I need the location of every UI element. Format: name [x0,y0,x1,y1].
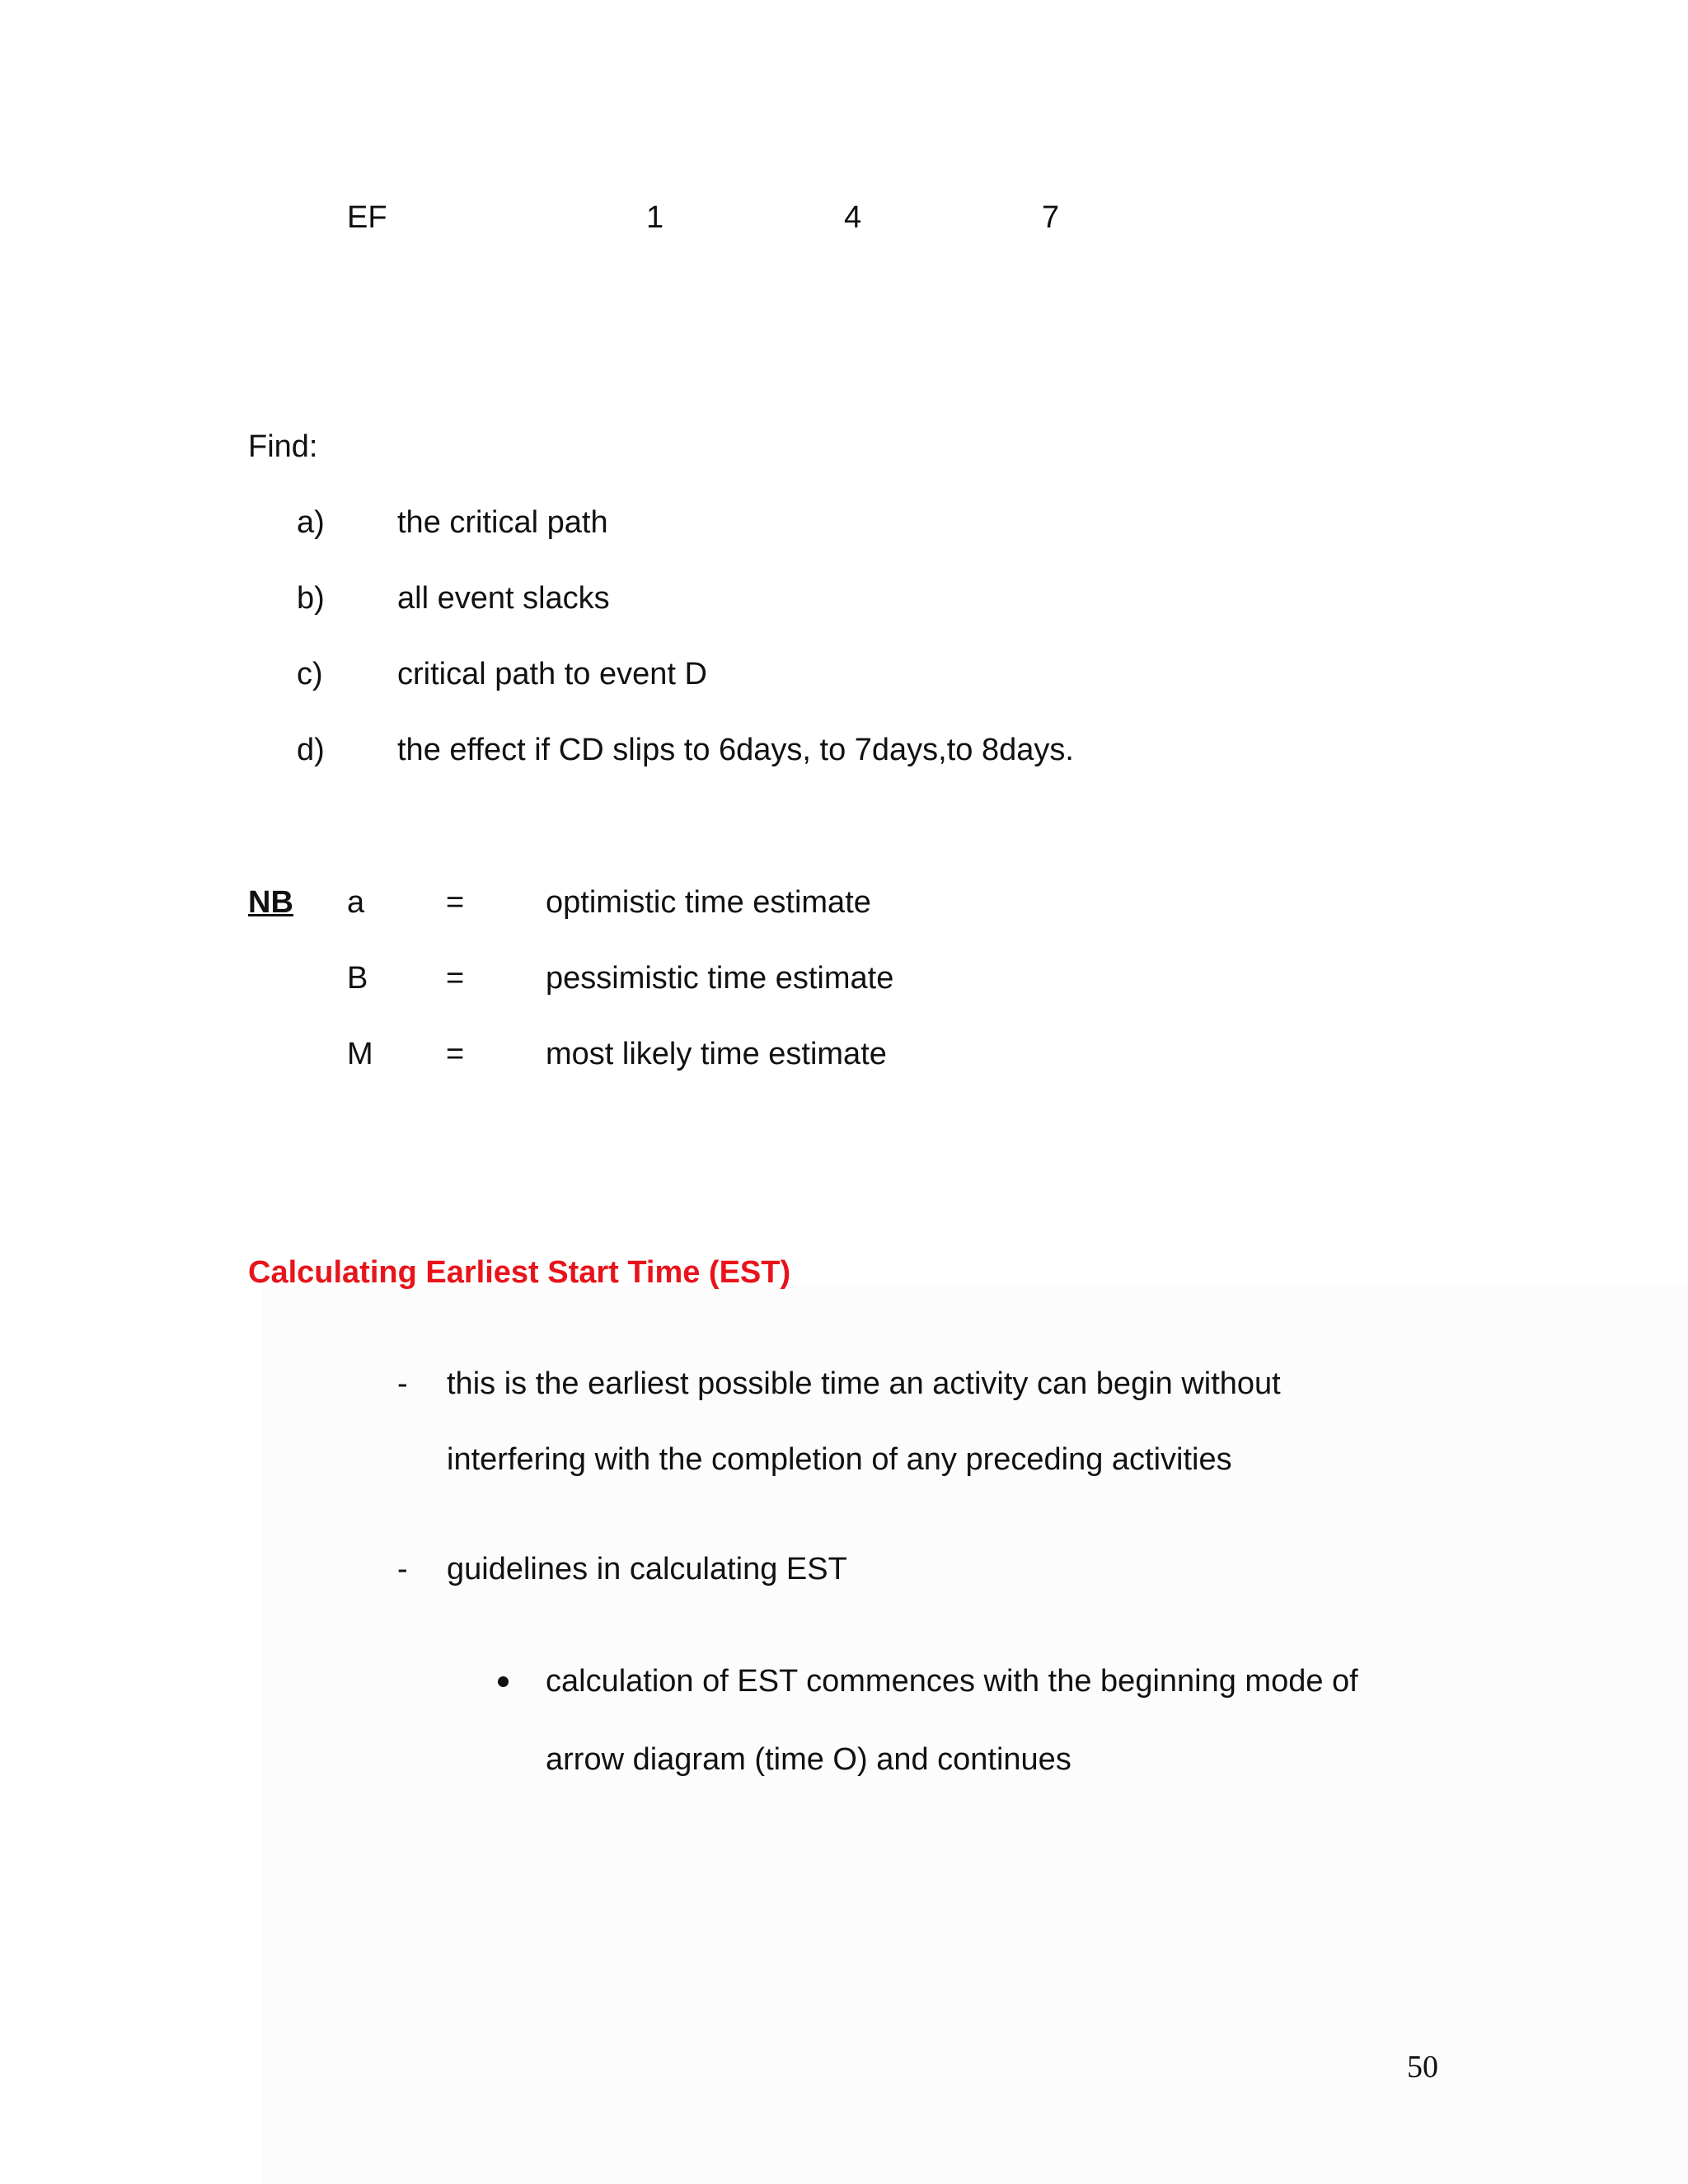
dash-marker-1: - [397,1366,408,1401]
bullet-item-line2: arrow diagram (time O) and continues [546,1742,1071,1777]
page-number: 50 [1407,2050,1438,2084]
ef-value-2: 4 [844,200,862,235]
nb-symbol-b: B [347,961,368,996]
find-marker-a: a) [297,505,325,540]
nb-eq-a: = [446,885,465,920]
dash-item-1-line2: interfering with the completion of any preceding activities [447,1442,1232,1477]
find-marker-d: d) [297,733,325,767]
dash-item-1-line1: this is the earliest possible time an activity can begin without [447,1366,1281,1401]
find-marker-c: c) [297,657,323,691]
nb-eq-b: = [446,961,465,996]
nb-symbol-a: a [347,885,365,920]
nb-eq-m: = [446,1037,465,1071]
dash-marker-2: - [397,1552,408,1586]
bullet-item-line1: calculation of EST commences with the beginning mode of [546,1664,1358,1699]
find-title: Find: [248,429,318,464]
ef-label: EF [347,200,387,235]
page-shade [262,1286,1688,2184]
bullet-dot-icon [498,1676,509,1687]
find-item-d: the effect if CD slips to 6days, to 7days,to 8days. [397,733,1074,767]
ef-value-3: 7 [1042,200,1060,235]
find-item-c: critical path to event D [397,657,707,691]
find-item-b: all event slacks [397,581,610,616]
section-heading: Calculating Earliest Start Time (EST) [248,1255,791,1290]
nb-meaning-b: pessimistic time estimate [546,961,894,996]
nb-symbol-m: M [347,1037,373,1071]
find-marker-b: b) [297,581,325,616]
nb-meaning-a: optimistic time estimate [546,885,871,920]
nb-label: NB [248,885,293,920]
ef-value-1: 1 [646,200,664,235]
find-item-a: the critical path [397,505,608,540]
nb-meaning-m: most likely time estimate [546,1037,887,1071]
dash-item-2-line1: guidelines in calculating EST [447,1552,847,1586]
